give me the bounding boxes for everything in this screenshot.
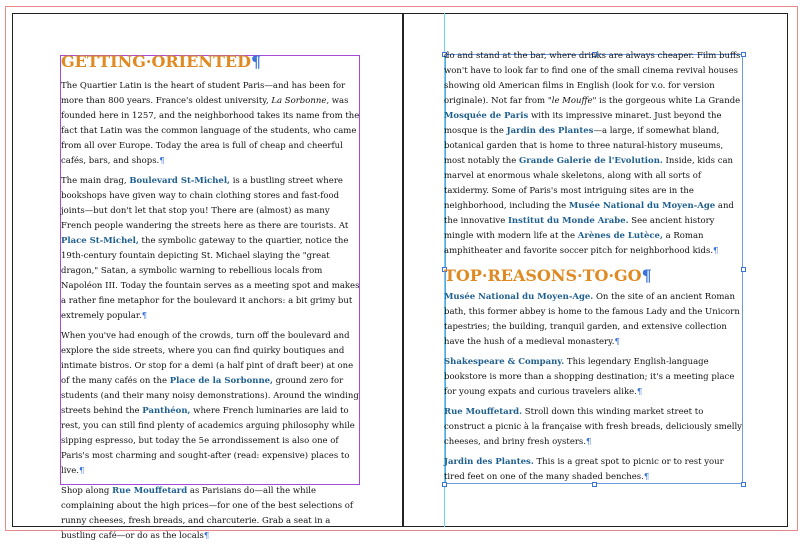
place-name: Rue Mouffetard [112, 486, 188, 496]
left-heading: GETTING·ORIENTED¶ [61, 52, 262, 71]
text-run: See ancient history mingle with modern life at the [444, 216, 715, 241]
text-run: as Parisians do—all the while complaining about the high prices—for one of the best selections of runny cheeses, fresh breads, and charcuterie. Grab a seat in a bustling café—or do as the locals [61, 486, 354, 541]
text-run: a Roman amphitheater and favorite soccer pitch for neighborhood kids. [444, 231, 714, 256]
text-run: "le Mouffe" [547, 96, 597, 106]
pilcrow-mark: ¶ [614, 337, 620, 347]
text-run: When you've had enough of the crowds, turn off the boulevard and explore the side streets, where you can find quirky boutiques and intimate bistros. Or stop for a demi (a half pint of draft beer) at one of the many cafés on the [61, 331, 354, 386]
right-paragraphs [444, 49, 744, 259]
place-name: Panthéon, [142, 406, 191, 416]
right-heading: TOP·REASONS·TO·GO¶ [444, 266, 652, 285]
body-paragraph [61, 484, 360, 544]
pilcrow-mark: ¶ [141, 311, 148, 321]
text-run: ground zero for students (and their many noisy demonstrations). Around the winding streets behind the [61, 376, 359, 416]
pilcrow-mark: ¶ [159, 156, 165, 166]
pilcrow-mark: ¶ [78, 466, 85, 476]
place-name: Shakespeare & Company. [444, 357, 565, 367]
text-run: This legendary English-language bookstore is more than a shopping destination; it's a meeting place for young expats and curious travelers alike. [444, 357, 735, 397]
text-run: On the site of an ancient Roman bath, this former abbey is home to the famous Lady and the Unicorn tapestries; the building, tranquil garden, and extensive collection have the hush of a medieval monastery. [444, 292, 740, 347]
pilcrow-mark: ¶ [203, 531, 210, 541]
text-run: the symbolic gateway to the quartier, notice the 19th-century fountain depicting St. Michael slaying the "great dragon," Satan, a symbolic warning to rebellious locals from Napoléon III. Today the fountain serves as a meeting spot and makes a rather fine metaphor for the boulevard it anchors: a bit grimy but extremely popular. [61, 236, 360, 321]
left-paragraphs [61, 79, 360, 544]
place-name: Rue Mouffetard. [444, 407, 523, 417]
top-reasons-list [444, 290, 744, 485]
place-name: Grande Galerie de l'Evolution. [519, 156, 663, 166]
place-name: Mosquée de Paris [444, 111, 529, 121]
place-name: Institut du Monde Arabe. [507, 216, 629, 226]
text-run: La Sorbonne, [271, 96, 330, 106]
pilcrow-mark: ¶ [643, 472, 650, 482]
reason-item [444, 405, 744, 450]
pilcrow-mark: ¶ [713, 246, 719, 256]
text-run: The Quartier Latin is the heart of student Paris—and has been for more than 800 years. France's oldest university, [61, 81, 346, 106]
left-column-text[interactable] [61, 52, 360, 541]
text-run: was founded here in 1257, and the neighborhood takes its name from the fact that Latin was the common language of the students, who came from all over Europe. Today the area is full of cheap and cheerful cafés, bars, and shops. [61, 96, 360, 166]
pilcrow-mark: ¶ [636, 387, 643, 397]
body-paragraph [61, 79, 360, 169]
place-name: Musée National du Moyen-Age. [444, 292, 594, 302]
place-name: Jardin des Plantes. [444, 457, 534, 467]
right-column-text[interactable] [444, 49, 744, 484]
text-run: where French luminaries are laid to rest, you can still find plenty of academics arguing philosophy while sipping espresso, but today the 5e arrondissement is also one of Paris's most charming and sought-after (read: expensive) places to live. [61, 406, 355, 476]
text-run: Inside, kids can marvel at enormous whale skeletons, along with all sorts of taxidermy. Some of Paris's most intriguing sites are in the neighborhood, including the [444, 156, 734, 211]
body-paragraph [61, 174, 360, 324]
text-run: do and stand at the bar, where drinks are always cheaper. Film buffs won't have to look far to find one of the small cinema revival houses showing old American films in English (look for v.o. for version originale). Not far from [444, 51, 741, 106]
text-run: This is a great spot to picnic or to rest your tired feet on one of the many shaded benches. [444, 457, 724, 482]
reason-item [444, 355, 744, 400]
pilcrow-mark: ¶ [585, 437, 592, 447]
text-run: The main drag, [61, 176, 130, 186]
page-spine [402, 13, 403, 527]
text-run: Stroll down this winding market street to construct a picnic à la française with fresh breads, deliciously smelly cheeses, and briny fresh oysters. [444, 407, 742, 447]
text-run: —a large, if somewhat bland, botanical garden that is home to three natural-history museums, most notably the [444, 126, 724, 166]
text-run: with its impressive minaret. Just beyond the mosque is the [444, 111, 722, 136]
body-paragraph [61, 329, 360, 479]
place-name: Place St-Michel, [61, 236, 139, 246]
reason-item [444, 290, 744, 350]
place-name: Arènes de Lutèce, [577, 231, 663, 241]
reason-item [444, 455, 744, 485]
body-paragraph [444, 49, 744, 259]
text-run: and the innovative [444, 201, 734, 226]
place-name: Place de la Sorbonne, [169, 376, 273, 386]
text-run: is the gorgeous white La Grande [596, 96, 741, 106]
place-name: Musée National du Moyen-Age [568, 201, 716, 211]
place-name: Boulevard St-Michel, [129, 176, 231, 186]
text-run: Shop along [61, 486, 113, 496]
place-name: Jardin des Plantes [506, 126, 594, 136]
text-run: is a bustling street where bookshops have given way to chain clothing stores and fast-food joints—but don't let that stop you! There are (almost) as many French people wandering the streets here as there are tourists. At [61, 176, 349, 231]
